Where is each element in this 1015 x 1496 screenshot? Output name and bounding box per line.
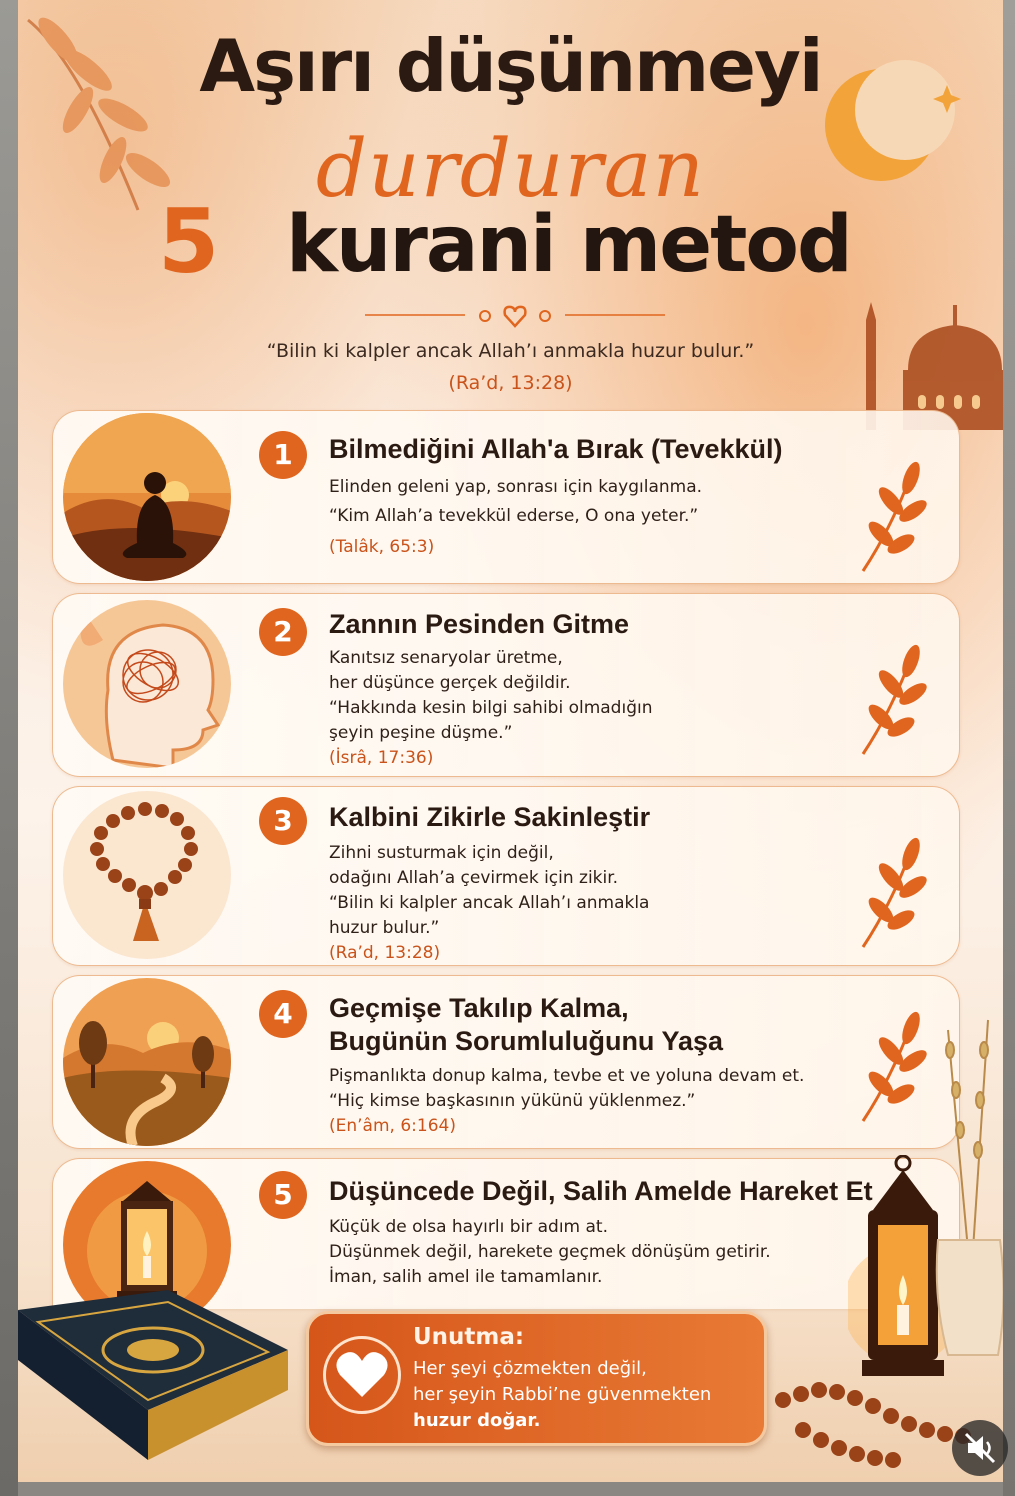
header-quote-ref: (Ra’d, 13:28) [448,372,573,394]
header-quote: “Bilin ki kalpler ancak Allah’ı anmakla huzur bulur.” [266,340,755,362]
method-title-5: Düşüncede Değil, Salih Amelde Hareket Et [329,1176,873,1206]
method-body-5 [329,1215,771,1290]
method-body-1 [329,475,702,560]
method-ref: (Talâk, 65:3) [329,537,435,557]
method-card-1 [52,410,960,584]
right-edge [1003,0,1015,1496]
winding-path-landscape-image [63,978,231,1146]
method-number-4: 4 [259,990,307,1038]
title-line-2: durduran [315,122,706,215]
method-line: İman, salih amel ile tamamlanır. [329,1267,603,1287]
method-number-5: 5 [259,1171,307,1219]
leaf-branch-icon [853,832,929,952]
reminder-line-3: huzur doğar. [413,1410,541,1431]
mute-icon [952,1420,1008,1476]
method-title-1: Bilmediğini Allah'a Bırak (Tevekkül) [329,434,783,464]
method-line: şeyin peşine düşme.” [329,723,513,743]
method-body-2 [329,646,653,771]
method-number-2: 2 [259,608,307,656]
method-title-2: Zannın Pesinden Gitme [329,609,630,639]
method-body-3 [329,841,649,966]
heart-divider-icon [365,300,665,330]
quran-book-icon [18,1270,308,1482]
method-card-4 [52,975,960,1149]
title-line-3: kurani metod [286,200,851,290]
leaf-branch-icon [853,456,929,576]
method-title-4 [329,992,723,1058]
method-line: Kanıtsız senaryolar üretme, [329,648,563,668]
meditating-silhouette-image [63,413,231,581]
prayer-beads-image [63,791,231,959]
method-card-3 [52,786,960,966]
infographic-poster [18,0,1003,1482]
method-number-3: 3 [259,797,307,845]
reminder-line-2: her şeyin Rabbi’ne güvenmekten [413,1384,712,1405]
method-ref: (En’âm, 6:164) [329,1116,456,1136]
reminder-box [306,1311,767,1446]
method-line: huzur bulur.” [329,918,440,938]
heart-icon [323,1336,401,1414]
leaf-branch-icon [853,1006,929,1126]
method-line: Elinden geleni yap, sonrası için kaygılanma. [329,477,703,497]
left-edge [0,0,18,1496]
leaf-branch-icon [853,639,929,759]
method-line: “Kim Allah’a tevekkül ederse, O ona yeter.” [329,506,699,526]
reminder-title: Unutma: [413,1324,525,1350]
method-line: “Hakkında kesin bilgi sahibi olmadığın [329,698,653,718]
method-title-line: Bugünün Sorumluluğunu Yaşa [329,1026,724,1056]
method-line: her düşünce gerçek değildir. [329,673,571,693]
method-number-1: 1 [259,431,307,479]
method-title-line: Geçmişe Takılıp Kalma, [329,993,629,1023]
tangled-thoughts-head-image [63,600,231,768]
reminder-line-1: Her şeyi çözmekten değil, [413,1358,647,1379]
method-card-2 [52,593,960,777]
method-ref: (Ra’d, 13:28) [329,943,441,963]
plant-vase-icon [928,1010,1003,1360]
method-line: Küçük de olsa hayırlı bir adım at. [329,1217,609,1237]
title-line-1: Aşırı düşünmeyi [199,24,822,108]
method-line: “Hiç kimse başkasının yükünü yüklenmez.” [329,1091,696,1111]
method-line: Düşünmek değil, harekete geçmek dönüşüm getirir. [329,1242,771,1262]
method-title-3: Kalbini Zikirle Sakinleştir [329,802,651,832]
title-number: 5 [158,190,220,293]
method-body-4 [329,1064,804,1139]
method-line: odağını Allah’a çevirmek için zikir. [329,868,619,888]
method-line: “Bilin ki kalpler ancak Allah’ı anmakla [329,893,650,913]
method-line: Pişmanlıkta donup kalma, tevbe et ve yoluna devam et. [329,1066,805,1086]
method-ref: (İsrâ, 17:36) [329,748,434,768]
method-line: Zihni susturmak için değil, [329,843,554,863]
mute-button[interactable] [952,1420,1008,1476]
